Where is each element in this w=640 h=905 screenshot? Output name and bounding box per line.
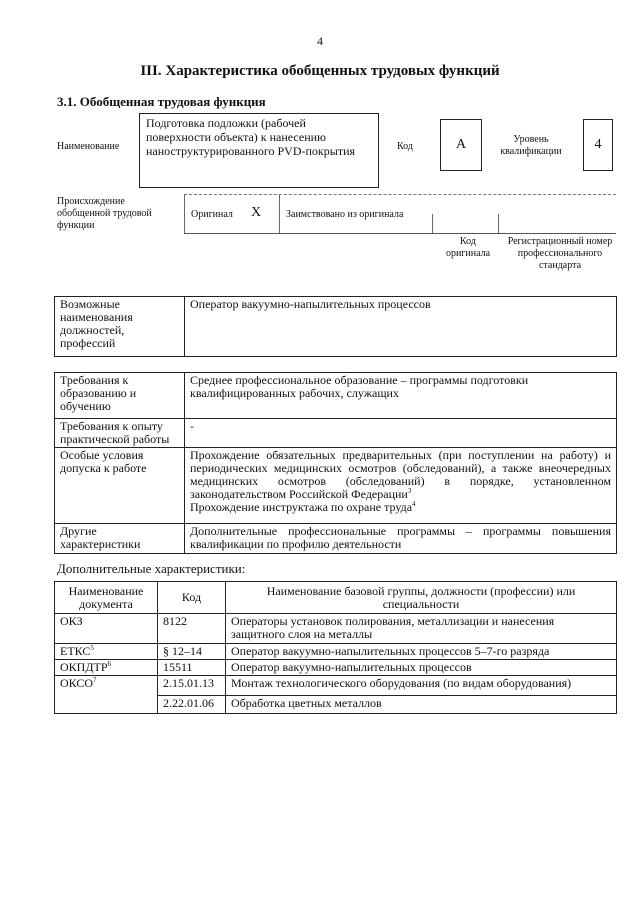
row-name: Оператор вакуумно-напылительных процессов 5–7-го разряда xyxy=(226,644,617,660)
additional-table xyxy=(54,581,617,714)
name-value: Подготовка подложки (рабочей поверхности объекта) к нанесению наноструктурированного PVD-покрытия xyxy=(139,113,379,188)
borrowed-label: Заимствовано из оригинала xyxy=(286,209,404,220)
row-doc: ОКСО$^7$ xyxy=(55,676,158,714)
row-code: 2.22.01.06 xyxy=(158,696,226,714)
admission-value xyxy=(185,448,617,524)
admission-text-1: Прохождение обязательных предварительных (при поступлении на работу) и периодических медицинских осмотров (обследований), а также внеочередных медицинских осмотров (обследований) в порядке, установленном законодательством Российской Федерации xyxy=(190,448,611,501)
requirements-table xyxy=(54,372,617,554)
reg-number-label: Регистрационный номер профессионального стандарта xyxy=(507,236,613,271)
origin-divider-left xyxy=(184,194,185,233)
origin-top-line xyxy=(184,194,616,195)
footnote-3: 3 xyxy=(407,487,412,495)
experience-value: - xyxy=(185,419,617,448)
row-name: Оператор вакуумно-напылительных процессов xyxy=(226,660,617,676)
page-number: 4 xyxy=(317,34,323,48)
level-label: Уровень квалификации xyxy=(500,134,562,157)
admission-text-2: Прохождение инструктажа по охране труда xyxy=(190,500,413,514)
positions-value: Оператор вакуумно-напылительных процессов xyxy=(185,297,617,357)
original-mark: Х xyxy=(251,205,262,220)
row-doc: ОКЗ xyxy=(55,614,158,644)
col-doc-header: Наименование документа xyxy=(55,582,158,614)
footnote-5: 5 xyxy=(90,644,94,652)
subsection-title: 3.1. Обобщенная трудовая функция xyxy=(57,94,266,109)
row-doc: ЕТКС$^5$ xyxy=(55,644,158,660)
code-value: А xyxy=(440,119,482,171)
code-label: Код xyxy=(397,141,413,152)
footnote-4: 4 xyxy=(412,500,416,508)
row-name: Обработка цветных металлов xyxy=(226,696,617,714)
col-name-header: Наименование базовой группы, должности (профессии) или специальности xyxy=(226,582,617,614)
additional-title: Дополнительные характеристики: xyxy=(57,561,246,576)
row-name: Операторы установок полирования, металлизации и нанесения защитного слоя на металлы xyxy=(226,614,617,644)
section-title: III. Характеристика обобщенных трудовых функций xyxy=(140,63,500,79)
admission-label: Особые условия допуска к работе xyxy=(55,448,185,524)
origin-divider-mid xyxy=(279,194,280,233)
row-code: § 12–14 xyxy=(158,644,226,660)
origin-label: Происхождение обобщенной трудовой функции xyxy=(57,196,152,231)
other-value: Дополнительные профессиональные программы – программы повышения квалификации по профилю деятельности xyxy=(185,524,617,554)
name-label: Наименование xyxy=(57,141,120,152)
positions-label: Возможные наименования должностей, профессий xyxy=(55,297,185,357)
level-value: 4 xyxy=(583,119,613,171)
row-doc: ОКПДТР$^6$ xyxy=(55,660,158,676)
other-label: Другие характеристики xyxy=(55,524,185,554)
row-code: 8122 xyxy=(158,614,226,644)
origin-divider-code xyxy=(432,214,433,233)
footnote-6: 6 xyxy=(107,660,112,668)
origin-bottom-line xyxy=(184,233,616,234)
experience-label: Требования к опыту практической работы xyxy=(55,419,185,448)
row-code: 15511 xyxy=(158,660,226,676)
col-code-header: Код xyxy=(158,582,226,614)
origin-divider-reg xyxy=(498,214,499,233)
education-label: Требования к образованию и обучению xyxy=(55,373,185,419)
positions-table xyxy=(54,296,617,357)
education-value: Среднее профессиональное образование – программы подготовки квалифицированных рабочих, служащих xyxy=(185,373,617,419)
code-original-label: Код оригинала xyxy=(445,236,491,259)
row-name: Монтаж технологического оборудования (по видам оборудования) xyxy=(226,676,617,696)
row-code: 2.15.01.13 xyxy=(158,676,226,696)
footnote-7: 7 xyxy=(93,676,97,684)
original-label: Оригинал xyxy=(191,209,233,220)
